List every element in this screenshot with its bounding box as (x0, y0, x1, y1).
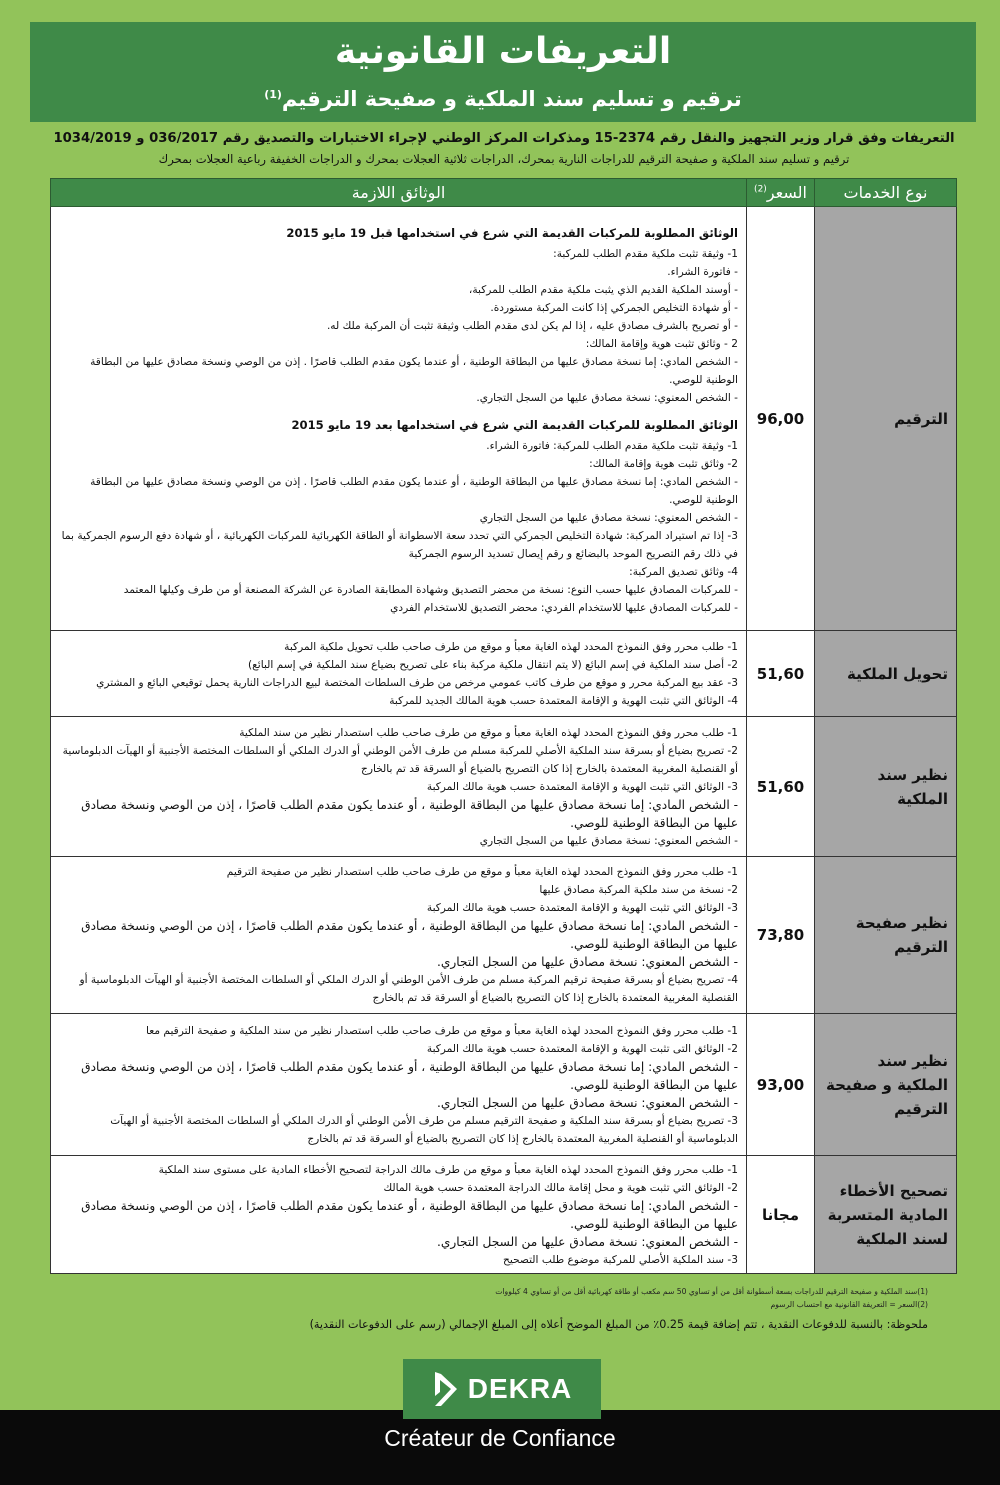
service-price: 51,60 (747, 717, 815, 857)
table-row (51, 631, 957, 717)
document-line: - الشخص المادي: إما نسخة مصادق عليها من البطاقة الوطنية ، أو عندما يكون مقدم الطلب قاصرًا ، إذن من الوصي ونسخة مصادق عليها من البطاقة الوطنية للوصي. (81, 797, 738, 830)
intro-line-2: ترقيم و تسليم سند الملكية و صفيحة الترقيم للدراجات النارية بمحرك، الدراجات ثلاثية العجلات بمحرك و الدراجات الخفيفة رباعية العجلات بمحرك (158, 152, 850, 166)
table-row (51, 1014, 957, 1156)
footnote-2: (2)السعر = التعريفة القانونية مع احتساب الرسوم (770, 1300, 928, 1309)
document-line: 1- طلب محرر وفق النموذج المحدد لهذه الغاية معبأ و موقع من طرف صاحب طلب تحويل ملكية المركبة (284, 640, 738, 653)
document-line: - الشخص المعنوي: نسخة مصادق عليها من السجل التجاري (479, 834, 738, 847)
document-line: 3- عقد بيع المركبة محرر و موقع من طرف كاتب عمومي مرخص من طرف السلطات المختصة لبيع الدراجات النارية يحمل توقيعي البائع و المشتري (96, 676, 738, 689)
service-name: تصحيح الأخطاء المادية المتسربة لسند الملكية (815, 1156, 957, 1274)
document-line: - أو تصريح بالشرف مصادق عليه ، إذا لم يكن لدى مقدم الطلب وثيقة تثبت أن المركبة ملك له. (326, 319, 738, 332)
documents-heading: الوثائق المطلوبة للمركبات القديمة التي شرع في استخدامها قبل 19 مايو 2015 (286, 225, 738, 240)
title-banner (30, 22, 976, 122)
service-price: 73,80 (747, 857, 815, 1014)
document-line: 4- الوثائق التي تثبت الهوية و الإقامة المعتمدة حسب هوية المالك الجديد للمركبة (389, 694, 738, 707)
document-line: - للمركبات المصادق عليها للاستخدام الفردي: محضر التصديق للاستخدام الفردي (390, 601, 738, 614)
service-price: 96,00 (747, 207, 815, 631)
document-line: 1- طلب محرر وفق النموذج المحدد لهذه الغاية معبأ و موقع من طرف صاحب طلب استصدار نظير من سند الملكية و صفيحة الترقيم معا (146, 1024, 738, 1037)
document-line: - الشخص المادي: إما نسخة مصادق عليها من البطاقة الوطنية ، أو عندما يكون مقدم الطلب قاصرًا . إذن من الوصي ونسخة مصادق عليها من البطاقة الوطنية للوصي. (90, 355, 738, 386)
document-line: 2- الوثائق التي تثبت هوية و محل إقامة مالك الدراجة المعتمدة حسب هوية المالك (383, 1181, 738, 1194)
intro-line-1: التعريفات وفق قرار وزير التجهيز والنقل رقم 2374-15 ومذكرات المركز الوطني لإجراء الاختبارات والتصديق رقم 036/2017 و 1034/2019 (53, 131, 955, 146)
document-line: - الشخص المعنوي: نسخة مصادق عليها من السجل التجاري. (476, 391, 738, 404)
required-documents (51, 631, 747, 717)
service-name: نظير سند الملكية و صفيحة الترقيم (815, 1014, 957, 1156)
document-line: 1- وثيقة تثبت ملكية مقدم الطلب للمركبة: فاتورة الشراء. (486, 439, 738, 452)
dekra-arrow-icon (432, 1370, 458, 1408)
document-line: - الشخص المعنوي: نسخة مصادق عليها من السجل التجاري. (436, 1095, 738, 1110)
document-line: 3- إذا تم استيراد المركبة: شهادة التخليص الجمركي التي تحدد سعة الاسطوانة أو الطاقة الكهربائية للمركبات الكهربائية ، أو شهادة دفع الرسوم الجمركية بما في ذلك رقم التصريح الموحد بالبضائع و رقم إيصال تسديد الرسوم الجمركية (61, 529, 738, 560)
document-line: 2- وثائق تثبت هوية وإقامة المالك: (589, 457, 738, 470)
table-row (51, 717, 957, 857)
table-row (51, 857, 957, 1014)
document-line: 2- أصل سند الملكية في إسم البائع (لا يتم انتقال ملكية مركبة بناء على تصريح بضياع سند الملكية في إسم البائع) (248, 658, 738, 671)
document-line: 1- طلب محرر وفق النموذج المحدد لهذه الغاية معبأ و موقع من طرف مالك الدراجة لتصحيح الأخطاء المادية على مستوى سند الملكية (158, 1163, 738, 1176)
service-price: 93,00 (747, 1014, 815, 1156)
required-documents (51, 1156, 747, 1274)
document-line: 3- سند الملكية الأصلي للمركبة موضوع طلب التصحيح (503, 1253, 738, 1266)
subtitle-footnote-ref: (1) (264, 88, 282, 101)
document-line: 1- طلب محرر وفق النموذج المحدد لهذه الغاية معبأ و موقع من طرف صاحب طلب استصدار نظير من صفيحة الترقيم (226, 866, 738, 878)
document-line: - أوسند الملكية القديم الذي يثبت ملكية مقدم الطلب للمركبة، (468, 283, 738, 296)
service-name: نظير سند الملكية (815, 717, 957, 857)
dekra-logo (403, 1359, 601, 1419)
required-documents (51, 207, 747, 631)
documents-heading: الوثائق المطلوبة للمركبات القديمة التي شرع في استخدامها بعد 19 مايو 2015 (291, 417, 738, 432)
document-line: - الشخص المادي: إما نسخة مصادق عليها من البطاقة الوطنية ، أو عندما يكون مقدم الطلب قاصرًا ، إذن من الوصي ونسخة مصادق عليها من البطاقة الوطنية للوصي. (81, 1198, 738, 1231)
document-line: 2 - وثائق تثبت هوية وإقامة المالك: (585, 337, 738, 350)
document-line: 4- وثائق تصديق المركبة: (629, 565, 738, 578)
cash-payment-remark: ملحوظة: بالنسبة للدفوعات النقدية ، تتم إضافة قيمة 0.25٪ من المبلغ الموضح أعلاه إلى المبلغ الإجمالي (رسم على الدفوعات النقدية) (309, 1318, 928, 1331)
required-documents (51, 857, 747, 1014)
fees-table (50, 178, 957, 1274)
document-line: 3- تصريح بضياع أو بسرقة سند الملكية و صفيحة الترقيم مسلم من طرف الأمن الوطني أو الدرك الملكي أو السلطات المختصة الأجنبية أو الهيآت الدبلوماسية أو القنصلية المغربية المعتمدة بالخارج إذا كان التصريح بالضياع أو السرقة قد تم بالخارج (110, 1114, 738, 1145)
document-line: 2- نسخة من سند ملكية المركبة مصادق عليها (539, 884, 738, 896)
service-name: نظير صفيحة الترقيم (815, 857, 957, 1014)
document-line: 4- تصريح بضياع أو بسرقة صفيحة ترقيم المركبة مسلم من طرف الأمن الوطني أو الدرك الملكي أو السلطات المختصة الأجنبية أو الهيآت الدبلوماسية أو القنصلية المغربية المعتمدة بالخارج إذا كان التصريح بالضياع أو السرقة قد تم بالخارج (79, 974, 738, 1004)
document-line: - الشخص المادي: إما نسخة مصادق عليها من البطاقة الوطنية ، أو عندما يكون مقدم الطلب قاصرًا ، إذن من الوصي ونسخة مصادق عليها من البطاقة الوطنية للوصي. (81, 1059, 738, 1092)
document-line: 1- وثيقة تثبت ملكية مقدم الطلب للمركبة: (553, 247, 738, 260)
table-row (51, 207, 957, 631)
document-line: - الشخص المعنوي: نسخة مصادق عليها من السجل التجاري. (436, 1234, 738, 1249)
document-line: 3- الوثائق التي تثبت الهوية و الإقامة المعتمدة حسب هوية مالك المركبة (426, 780, 738, 793)
col-header-service: نوع الخدمات (815, 179, 957, 207)
service-price: 51,60 (747, 631, 815, 717)
price-header-text: السعر (766, 183, 807, 202)
table-header-row (51, 179, 957, 207)
footnote-1: (1)سند الملكية و صفيحة الترقيم للدراجات بسعة أسطوانة أقل من أو تساوي 50 سم مكعب أو طاقة كهربائية أقل من أو تساوي 4 كيلووات (495, 1287, 928, 1296)
col-header-price (747, 179, 815, 207)
page-title: التعريفات القانونية (334, 31, 672, 72)
service-name: تحويل الملكية (815, 631, 957, 717)
document-line: - فاتورة الشراء. (667, 265, 738, 278)
document-line: 3- الوثائق التي تثبت الهوية و الإقامة المعتمدة حسب هوية مالك المركبة (426, 902, 738, 914)
document-line: - الشخص المادي: إما نسخة مصادق عليها من البطاقة الوطنية ، أو عندما يكون مقدم الطلب قاصرًا . إذن من الوصي ونسخة مصادق عليها من البطاقة الوطنية للوصي. (90, 475, 738, 506)
document-line: - الشخص المادي: إما نسخة مصادق عليها من البطاقة الوطنية ، أو عندما يكون مقدم الطلب قاصرًا ، إذن من الوصي ونسخة مصادق عليها من البطاقة الوطنية للوصي. (81, 919, 738, 951)
table-row (51, 1156, 957, 1274)
document-line: - أو شهادة التخليص الجمركي إذا كانت المركبة مستوردة. (490, 301, 738, 314)
document-line: 2- تصريح بضياع أو بسرقة سند الملكية الأصلي للمركبة مسلم من طرف الأمن الوطني أو الدرك الملكي أو السلطات المختصة الأجنبية أو الهيآت الدبلوماسية أو القنصلية المغربية المعتمدة بالخارج إذا كان التصريح بالضياع أو السرقة قد تم بالخارج (62, 744, 738, 775)
service-price: مجانا (747, 1156, 815, 1274)
document-line: 1- طلب محرر وفق النموذج المحدد لهذه الغاية معبأ و موقع من طرف صاحب طلب استصدار نظير من سند الملكية (239, 726, 738, 739)
required-documents (51, 1014, 747, 1156)
document-line: - الشخص المعنوي: نسخة مصادق عليها من السجل التجاري. (436, 955, 738, 969)
logo-wordmark: DEKRA (467, 1373, 573, 1404)
subtitle-text: ترقيم و تسليم سند الملكية و صفيحة الترقيم (281, 87, 742, 111)
document-line: - الشخص المعنوي: نسخة مصادق عليها من السجل التجاري (479, 511, 738, 524)
page-subtitle (30, 78, 976, 116)
document-line: 2- الوثائق التى تثبت الهوية و الإقامة المعتمدة حسب هوية مالك المركبة (426, 1042, 738, 1055)
document-line: - للمركبات المصادق عليها حسب النوع: نسخة من محضر التصديق وشهادة المطابقة الصادرة عن الشركة المصنعة أو من طرف وكيلها المعتمد (123, 583, 738, 596)
service-name: الترقيم (815, 207, 957, 631)
required-documents (51, 717, 747, 857)
price-footnote-ref: (2) (754, 184, 767, 195)
brand-slogan: Créateur de Confiance (384, 1425, 616, 1451)
col-header-documents: الوثائق اللازمة (51, 179, 747, 207)
